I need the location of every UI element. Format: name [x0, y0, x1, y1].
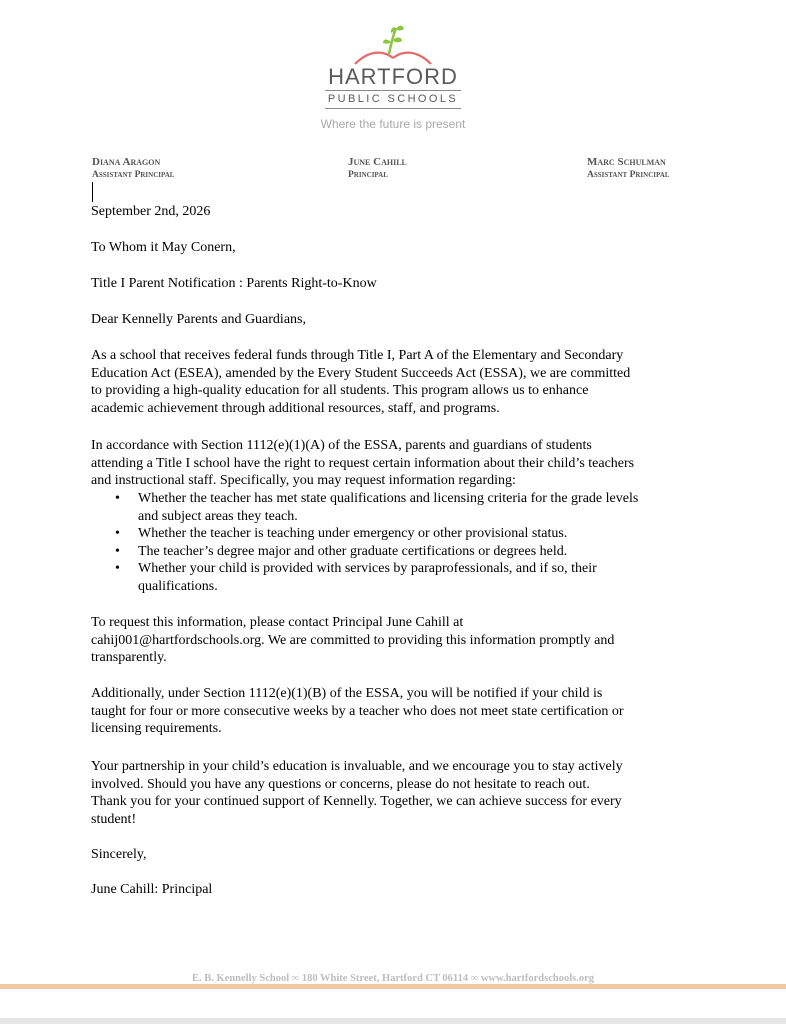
- paragraph-title-i-intro[interactable]: [91, 347, 706, 417]
- text-cursor: [92, 182, 93, 202]
- letter-greeting[interactable]: [91, 311, 706, 329]
- logo-tagline: Where the future is present: [320, 117, 466, 131]
- paragraph-line: To request this information, please contact Principal June Cahill at: [91, 615, 464, 630]
- paragraph-partnership[interactable]: [91, 758, 706, 828]
- bullet-icon: •: [115, 491, 120, 506]
- list-item-line: and subject areas they teach.: [138, 508, 298, 524]
- letter-subject[interactable]: [91, 275, 706, 293]
- salutation-text: To Whom it May Conern,: [91, 240, 236, 255]
- staff-name: Diana Aragon: [92, 156, 161, 168]
- list-item-line: The teacher’s degree major and other graduate certifications or degrees held.: [138, 543, 568, 559]
- list-item-line: Whether your child is provided with services by paraprofessionals, and if so, their: [138, 561, 597, 576]
- staff-role: Assistant Principal: [92, 170, 175, 180]
- logo-rule: [325, 108, 461, 109]
- page-bottom-edge: [0, 1018, 786, 1024]
- staff-principal: [348, 155, 407, 181]
- staff-role: Principal: [348, 170, 388, 180]
- signature-text: June Cahill: Principal: [91, 882, 213, 897]
- bullet-icon: •: [115, 526, 120, 541]
- paragraph-line: to providing a high-quality education for all students. This program allows us to enhance: [91, 383, 589, 398]
- paragraph-line: licensing requirements.: [91, 721, 222, 736]
- logo-subtitle: PUBLIC SCHOOLS: [327, 93, 459, 105]
- logo-name: HARTFORD: [328, 64, 458, 89]
- list-item[interactable]: [91, 525, 706, 543]
- paragraph-notification[interactable]: [91, 685, 706, 738]
- paragraph-line: Thank you for your continued support of Kennelly. Together, we can achieve success for every: [91, 794, 622, 809]
- paragraph-right-to-know[interactable]: [91, 437, 706, 490]
- footer-address: E. B. Kennelly School ∞ 180 White Street, Hartford CT 06114 ∞ www.hartfordschools.org: [191, 973, 594, 984]
- staff-assistant-principal-2: [587, 155, 669, 181]
- staff-role: Assistant Principal: [587, 170, 670, 180]
- list-item[interactable]: [91, 560, 706, 595]
- staff-name: Marc Schulman: [587, 156, 666, 168]
- paragraph-contact[interactable]: [91, 614, 706, 667]
- letter-salutation[interactable]: [91, 239, 706, 257]
- paragraph-line: transparently.: [91, 650, 167, 665]
- bullet-icon: •: [115, 561, 120, 576]
- school-logo: [0, 20, 786, 131]
- list-item-line: Whether the teacher is teaching under emergency or other provisional status.: [138, 526, 568, 541]
- letter-signature[interactable]: [91, 881, 706, 899]
- paragraph-line: Education Act (ESEA), amended by the Every Student Succeeds Act (ESSA), we are committed: [91, 365, 631, 381]
- bullet-icon: •: [115, 543, 120, 559]
- paragraph-line: As a school that receives federal funds through Title I, Part A of the Elementary and Secondary: [91, 348, 624, 363]
- staff-name: June Cahill: [348, 156, 407, 168]
- logo-rule: [325, 90, 461, 91]
- list-item[interactable]: [91, 543, 706, 561]
- footer-bar: [0, 984, 786, 989]
- paragraph-line: Your partnership in your child’s education is invaluable, and we encourage you to stay actively: [91, 759, 623, 774]
- paragraph-line: academic achievement through additional resources, staff, and programs.: [91, 400, 500, 416]
- letter-date[interactable]: [91, 203, 706, 221]
- staff-assistant-principal-1: [92, 155, 174, 181]
- paragraph-line: involved. Should you have any questions or concerns, please do not hesitate to reach out.: [91, 776, 590, 792]
- closing-text: Sincerely,: [91, 847, 147, 862]
- paragraph-line: Additionally, under Section 1112(e)(1)(B) of the ESSA, you will be notified if your child is: [91, 686, 603, 701]
- date-text: September 2nd, 2026: [91, 204, 211, 219]
- hartford-logo-icon: [333, 20, 453, 66]
- list-item-line: Whether the teacher has met state qualifications and licensing criteria for the grade levels: [138, 491, 639, 506]
- greeting-text: Dear Kennelly Parents and Guardians,: [91, 312, 306, 327]
- paragraph-line: student!: [91, 811, 137, 827]
- paragraph-line: and instructional staff. Specifically, you may request information regarding:: [91, 473, 516, 488]
- letter-closing[interactable]: [91, 846, 706, 864]
- request-info-list: [91, 490, 706, 595]
- list-item[interactable]: [91, 490, 706, 525]
- paragraph-line: cahij001@hartfordschools.org. We are committed to providing this information promptly and: [91, 632, 615, 648]
- paragraph-line: In accordance with Section 1112(e)(1)(A) of the ESSA, parents and guardians of students: [91, 438, 592, 453]
- paragraph-line: taught for four or more consecutive weeks by a teacher who does not meet state certification or: [91, 703, 624, 719]
- list-item-line: qualifications.: [138, 578, 218, 594]
- paragraph-line: attending a Title I school have the right to request certain information about their child’s teachers: [91, 455, 635, 471]
- subject-text: Title I Parent Notification : Parents Right-to-Know: [91, 276, 377, 291]
